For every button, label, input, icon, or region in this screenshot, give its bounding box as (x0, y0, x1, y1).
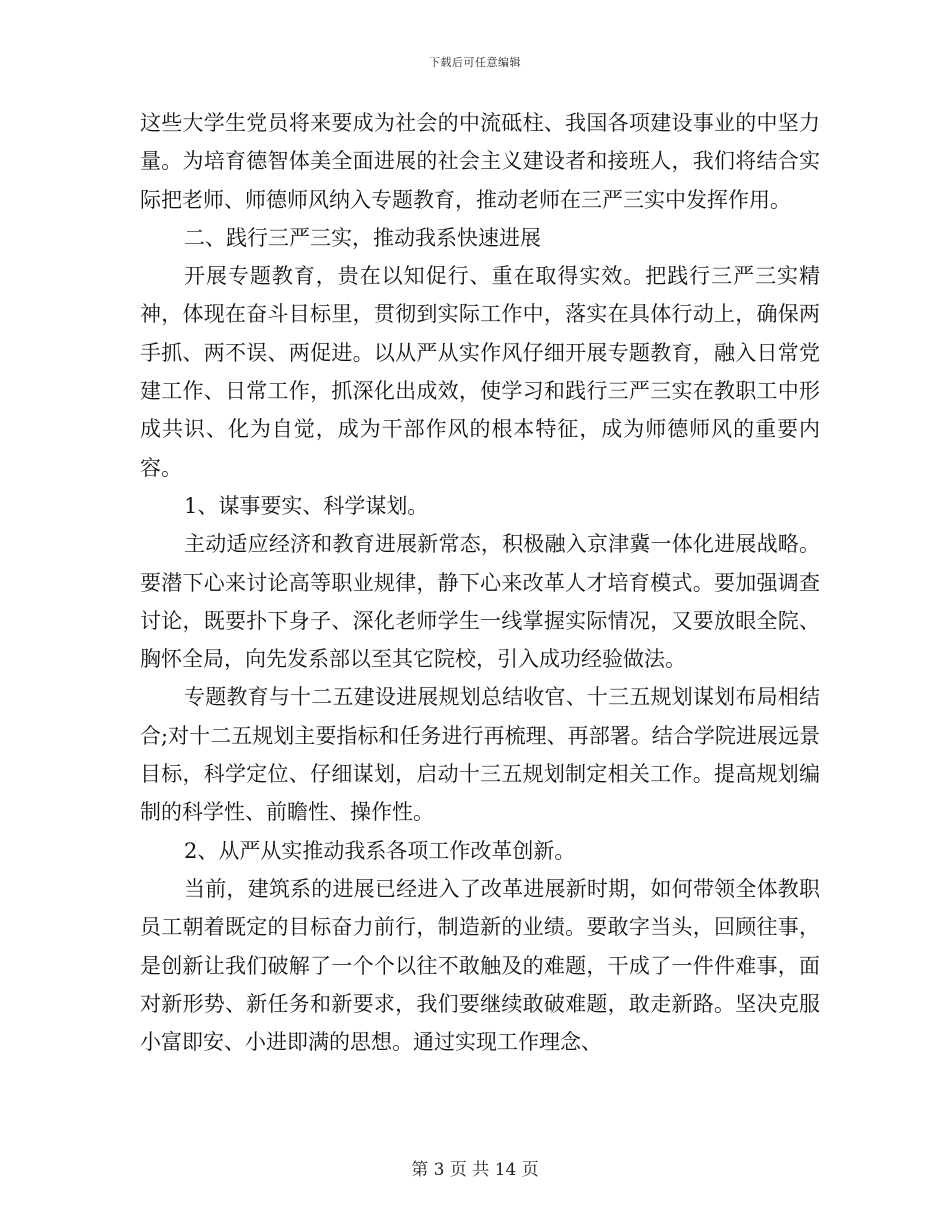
paragraph: 专题教育与十二五建设进展规划总结收官、十三五规划谋划布局相结合;对十二五规划主要指标和任务进行再梳理、再部署。结合学院进展远景目标，科学定位、仔细谋划，启动十三五规划制定相关工作。提高规划编制的科学性、前瞻性、操作性。 (140, 685, 820, 825)
document-body (140, 104, 820, 1061)
page-header: 下载后可任意编辑 (429, 56, 521, 69)
section-heading: 二、践行三严三实，推动我系快速进展 (184, 225, 541, 250)
subsection-heading: 1、谋事要实、科学谋划。 (184, 493, 429, 518)
paragraph: 主动适应经济和教育进展新常态，积极融入京津冀一体化进展战略。要潜下心来讨论高等职业规律，静下心来改革人才培育模式。要加强调查讨论，既要扑下身子、深化老师学生一线掌握实际情况，又要放眼全院、胸怀全局，向先发系部以至其它院校，引入成功经验做法。 (140, 532, 820, 672)
paragraph: 开展专题教育，贵在以知促行、重在取得实效。把践行三严三实精神，体现在奋斗目标里，贯彻到实际工作中，落实在具体行动上，确保两手抓、两不误、两促进。以从严从实作风仔细开展专题教育，融入日常党建工作、日常工作，抓深化出成效，使学习和践行三严三实在教职工中形成共识、化为自觉，成为干部作风的根本特征，成为师德师风的重要内容。 (140, 264, 820, 480)
paragraph: 当前，建筑系的进展已经进入了改革进展新时期，如何带领全体教职员工朝着既定的目标奋力前行，制造新的业绩。要敢字当头，回顾往事，是创新让我们破解了一个个以往不敢触及的难题，干成了一件件难事，面对新形势、新任务和新要求，我们要继续敢破难题，敢走新路。坚决克服小富即安、小进即满的思想。通过实现工作理念、 (140, 876, 820, 1055)
page-footer: 第 3 页 共 14 页 (411, 1160, 539, 1180)
paragraph: 这些大学生党员将来要成为社会的中流砥柱、我国各项建设事业的中坚力量。为培育德智体美全面进展的社会主义建设者和接班人，我们将结合实际把老师、师德师风纳入专题教育，推动老师在三严三实中发挥作用。 (140, 111, 820, 212)
subsection-heading: 2、从严从实推动我系各项工作改革创新。 (184, 838, 576, 863)
